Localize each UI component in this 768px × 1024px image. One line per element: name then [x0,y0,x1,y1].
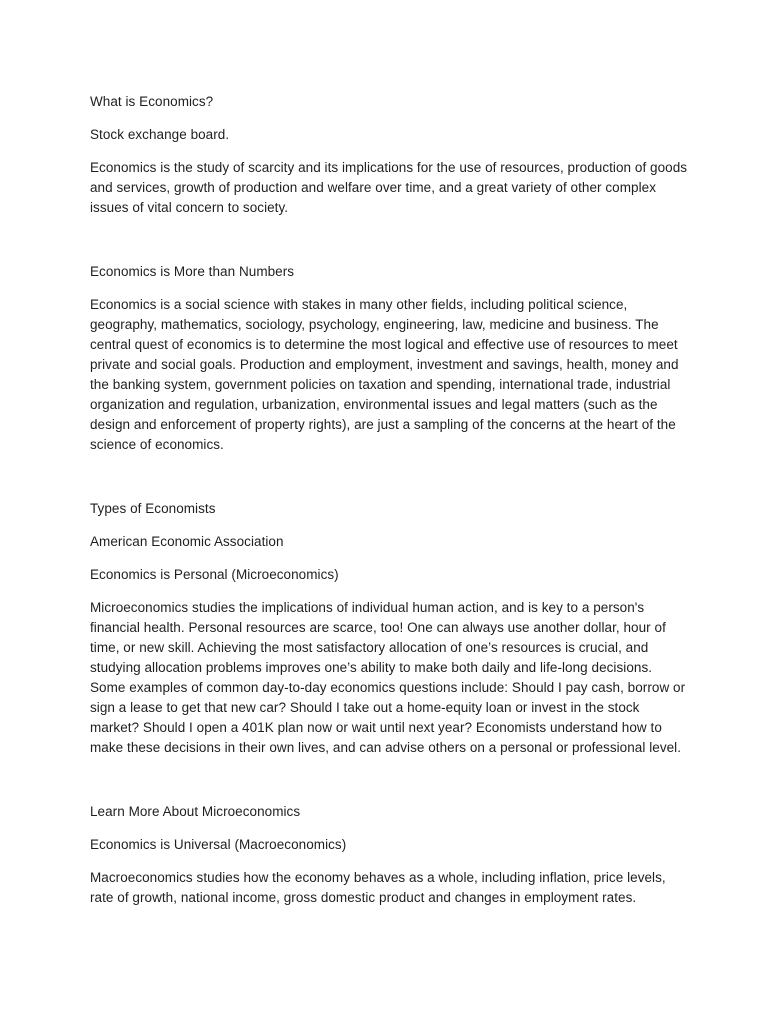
heading-types-of-economists: Types of Economists [90,501,216,516]
link-learn-more-microeconomics: Learn More About Microeconomics [90,804,301,819]
document-page [90,92,690,908]
paragraph-social-science: Economics is a social science with stakes in many other fields, including political science, geography, mathematics, sociology, psychology, engineering, law, medicine and business. The central quest of economics is to determine the most logical and effective use of resources to meet private and social goals. Production and employment, investment and savings, health, money and the banking system, government policies on taxation and spending, international trade, industrial organization and regulation, urbanization, environmental issues and legal matters (such as the design and enforcement of property rights), are just a sampling of the concerns at the heart of the science of economics. [90,297,679,452]
paragraph-microeconomics: Microeconomics studies the implications of individual human action, and is key to a person's financial health. Personal resources are scarce, too! One can always use another dollar, hour of time, or new skill. Achieving the most satisfactory allocation of one’s resources is crucial, and studying allocation problems improves one’s ability to make both daily and life-long decisions. Some examples of common day-to-day economics questions include: Should I pay cash, borrow or sign a lease to get that new car? Should I take out a home-equity loan or invest in the stock market? Should I open a 401K plan now or wait until next year? Economists understand how to make these decisions in their own lives, and can advise others on a personal or professional level. [90,600,686,755]
paragraph-definition: Economics is the study of scarcity and its implications for the use of resources, production of goods and services, growth of production and welfare over time, and a great variety of other complex issues of vital concern to society. [90,160,688,215]
paragraph-macroeconomics: Macroeconomics studies how the economy behaves as a whole, including inflation, price levels, rate of growth, national income, gross domestic product and changes in employment rates. [90,870,666,905]
heading-microeconomics: Economics is Personal (Microeconomics) [90,567,339,582]
heading-what-is-economics: What is Economics? [90,94,214,109]
heading-macroeconomics: Economics is Universal (Macroeconomics) [90,837,347,852]
link-american-economic-association: American Economic Association [90,534,284,549]
image-caption-stock-exchange: Stock exchange board. [90,127,230,142]
heading-more-than-numbers: Economics is More than Numbers [90,264,295,279]
